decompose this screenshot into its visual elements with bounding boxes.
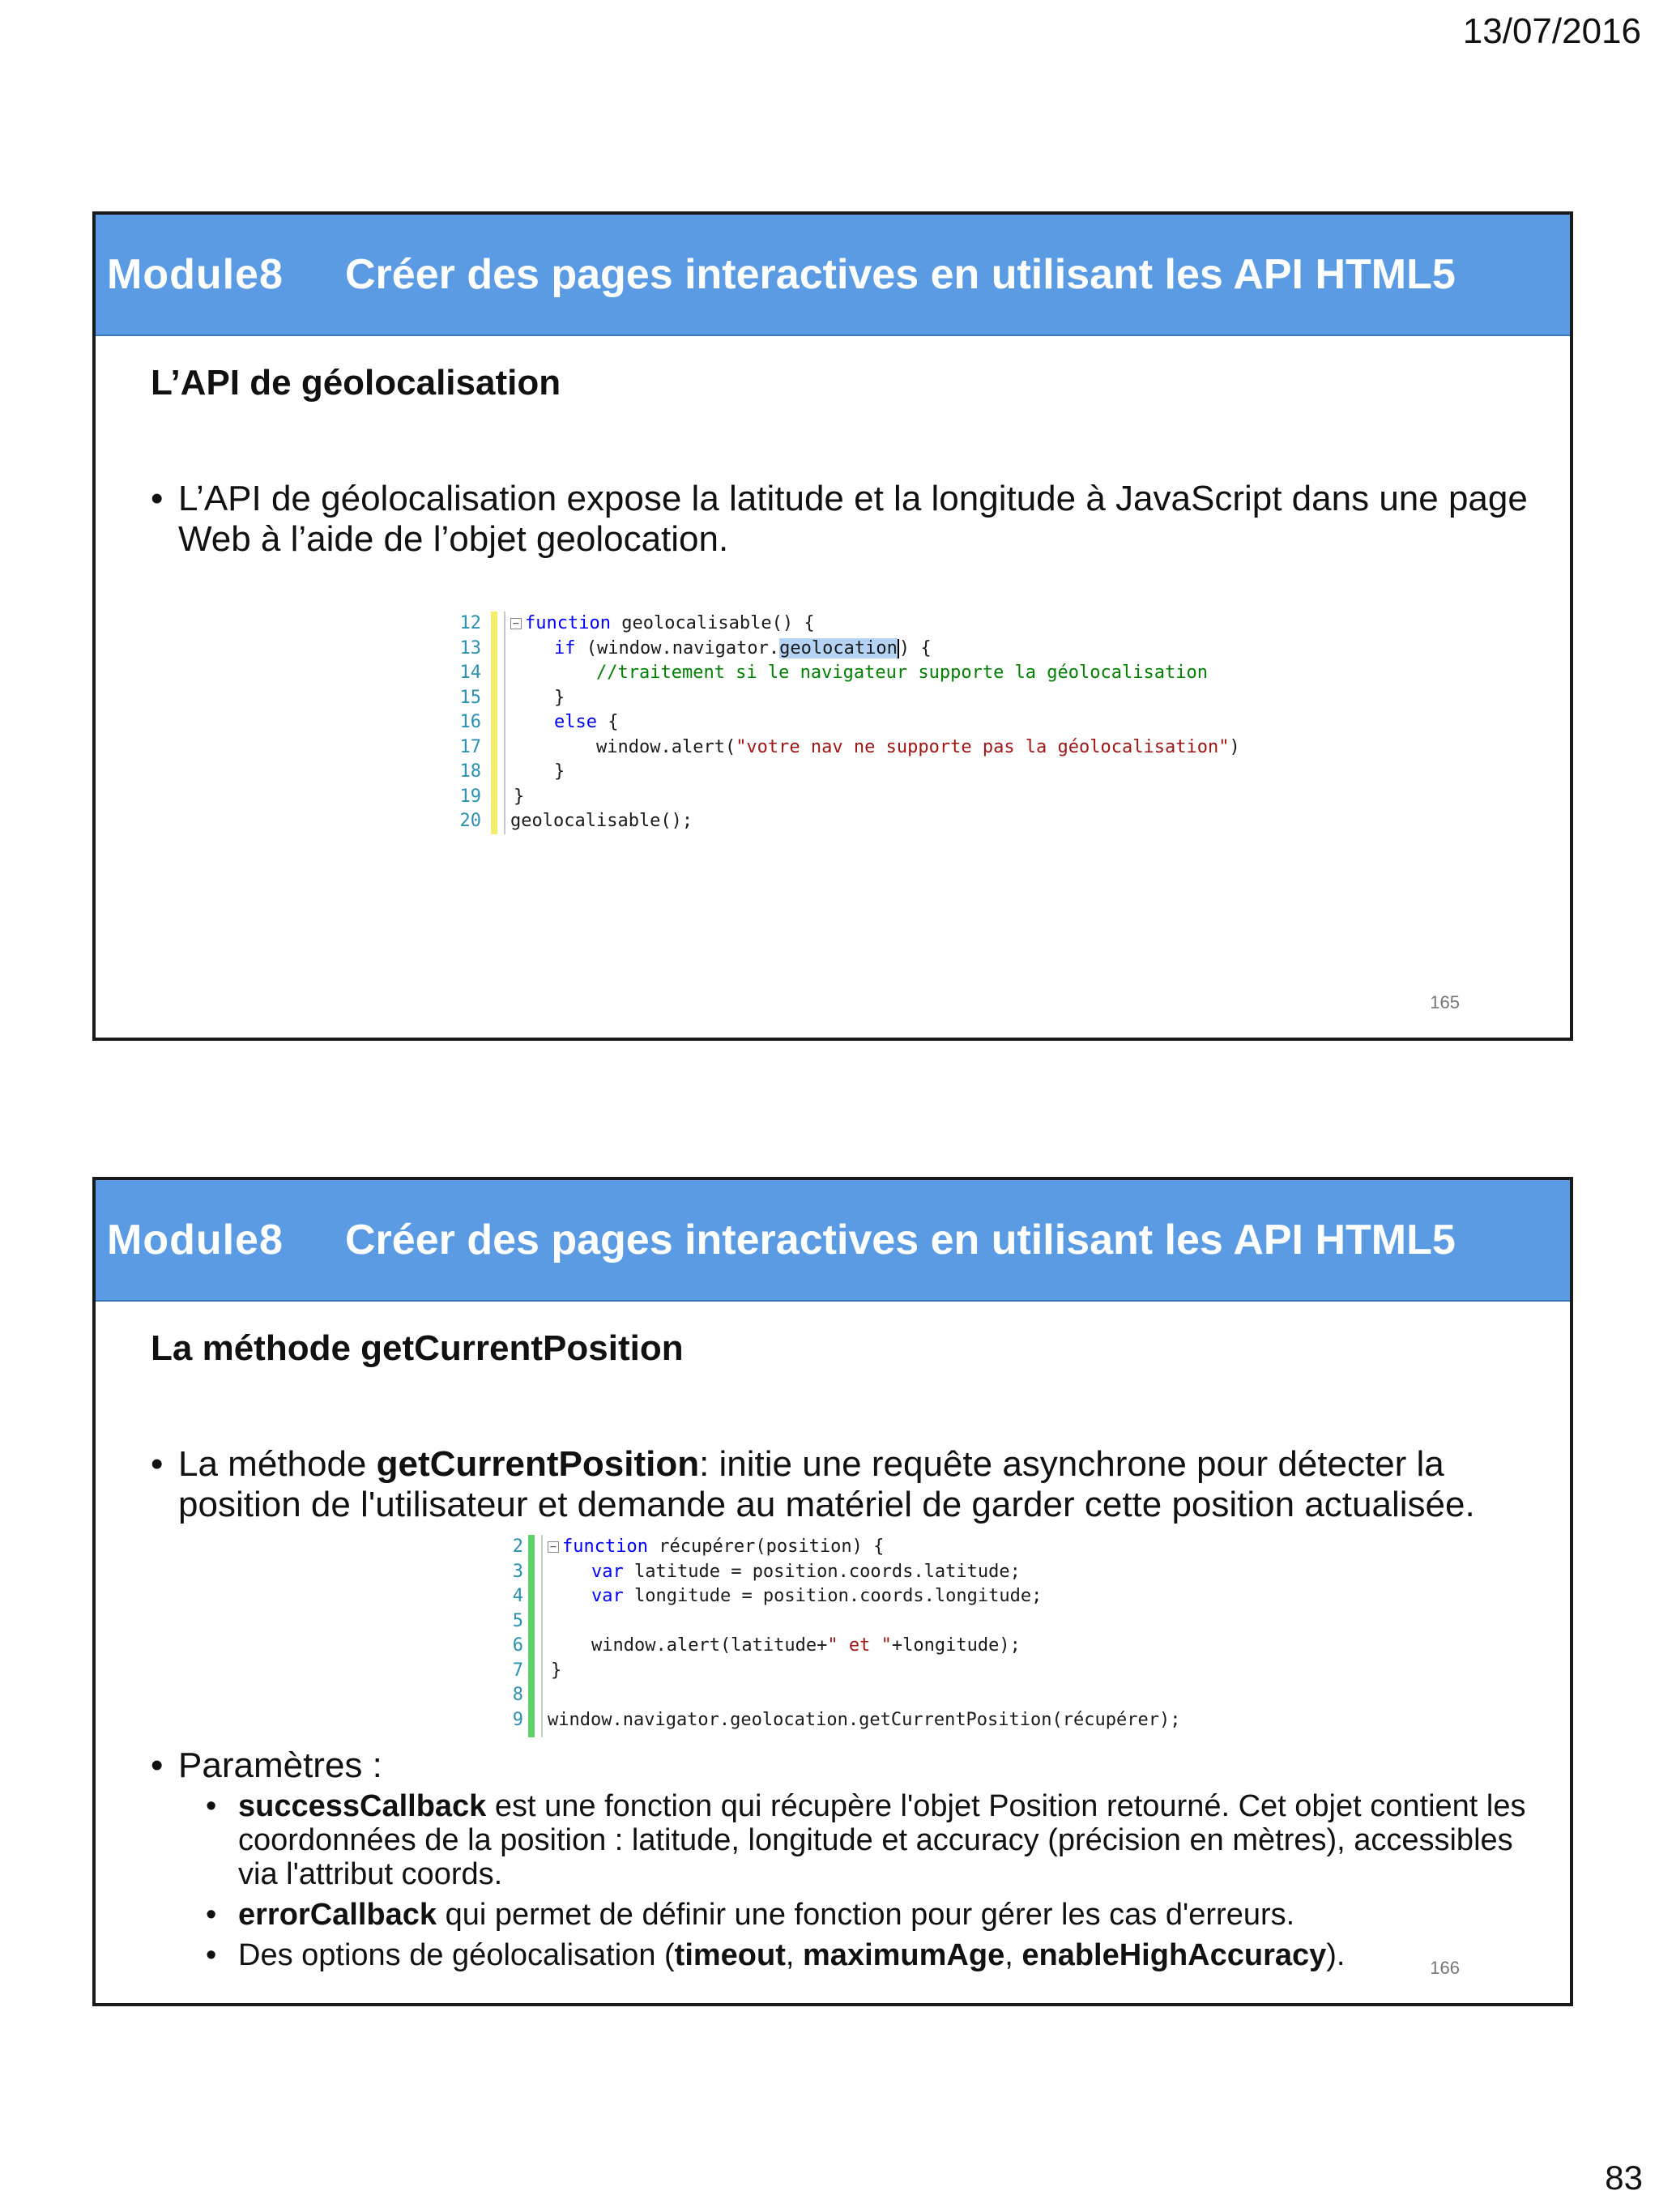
slide-header [96,1180,1570,1302]
bullet-item [151,1444,1528,1525]
slide-166 [92,1177,1573,2006]
collapse-toggle-icon[interactable]: − [510,618,522,629]
list-item: • Des options de géolocalisation (timeout, maximumAge, enableHighAccuracy). [206,1938,1346,1972]
bullet-dot-icon: • [206,1938,217,1972]
code-snippet-geolocalisable: 12 − function geolocalisable() { 13 if (window.navigator.geolocation) { 14 //traitement si le navigateur supporte la géolocalisation 15 } 16 else { 17 window.alert("votre nav ne supporte pas la géolocalisation") 18 } 19 } 20 geolocalisable(); [452,612,1359,834]
module-label: Module8 [107,1217,284,1264]
slide-title: L’API de géolocalisation [151,363,561,403]
module-label: Module8 [107,251,284,298]
bullet-dot-icon: • [206,1789,217,1823]
bullet-item-params [151,1745,1528,1786]
slide-header [96,215,1570,336]
slide-number: 166 [1430,1958,1460,1978]
module-heading: Créer des pages interactives en utilisant les API HTML5 [345,251,1456,298]
parameters-list [206,1789,1534,1979]
bullet-dot-icon: • [151,479,164,518]
bullet-dot-icon: • [151,1745,164,1785]
slide-165 [92,211,1573,1041]
page-date: 13/07/2016 [1462,11,1641,51]
bullet-text: L’API de géolocalisation expose la latitude et la longitude à JavaScript dans une page Web à l’aide de l’objet geolocation. [178,479,1528,559]
slide-number: 165 [1430,992,1460,1012]
module-heading: Créer des pages interactives en utilisant les API HTML5 [345,1217,1456,1264]
collapse-toggle-icon[interactable]: − [548,1541,559,1553]
slide-title: La méthode getCurrentPosition [151,1328,684,1368]
list-item: • errorCallback qui permet de définir une fonction pour gérer les cas d'erreurs. [206,1898,1295,1932]
bullet-text: Paramètres : [178,1745,382,1785]
bullet-dot-icon: • [206,1898,217,1932]
bullet-dot-icon: • [151,1444,164,1484]
code-snippet-getcurrentposition: 2 − function récupérer(position) { 3 var latitude = position.coords.latitude; 4 var longitude = position.coords.longitude; 5 6 window.alert(latitude+" et "+longitude); 7 } 8 9 window.navigator.geolocation.getCurrentPosition(récupérer); [512,1535,1371,1737]
page-number: 83 [1605,2159,1643,2197]
bullet-text: La méthode getCurrentPosition: initie une requête asynchrone pour détecter la position de l'utilisateur et demande au matériel de garder cette position actualisée. [178,1444,1475,1524]
bullet-item [151,479,1528,560]
list-item: • successCallback est une fonction qui récupère l'objet Position retourné. Cet objet contient les coordonnées de la position : latitude, longitude et accuracy (précision en mètres), accessibles via l'attribut coords. [206,1789,1526,1891]
